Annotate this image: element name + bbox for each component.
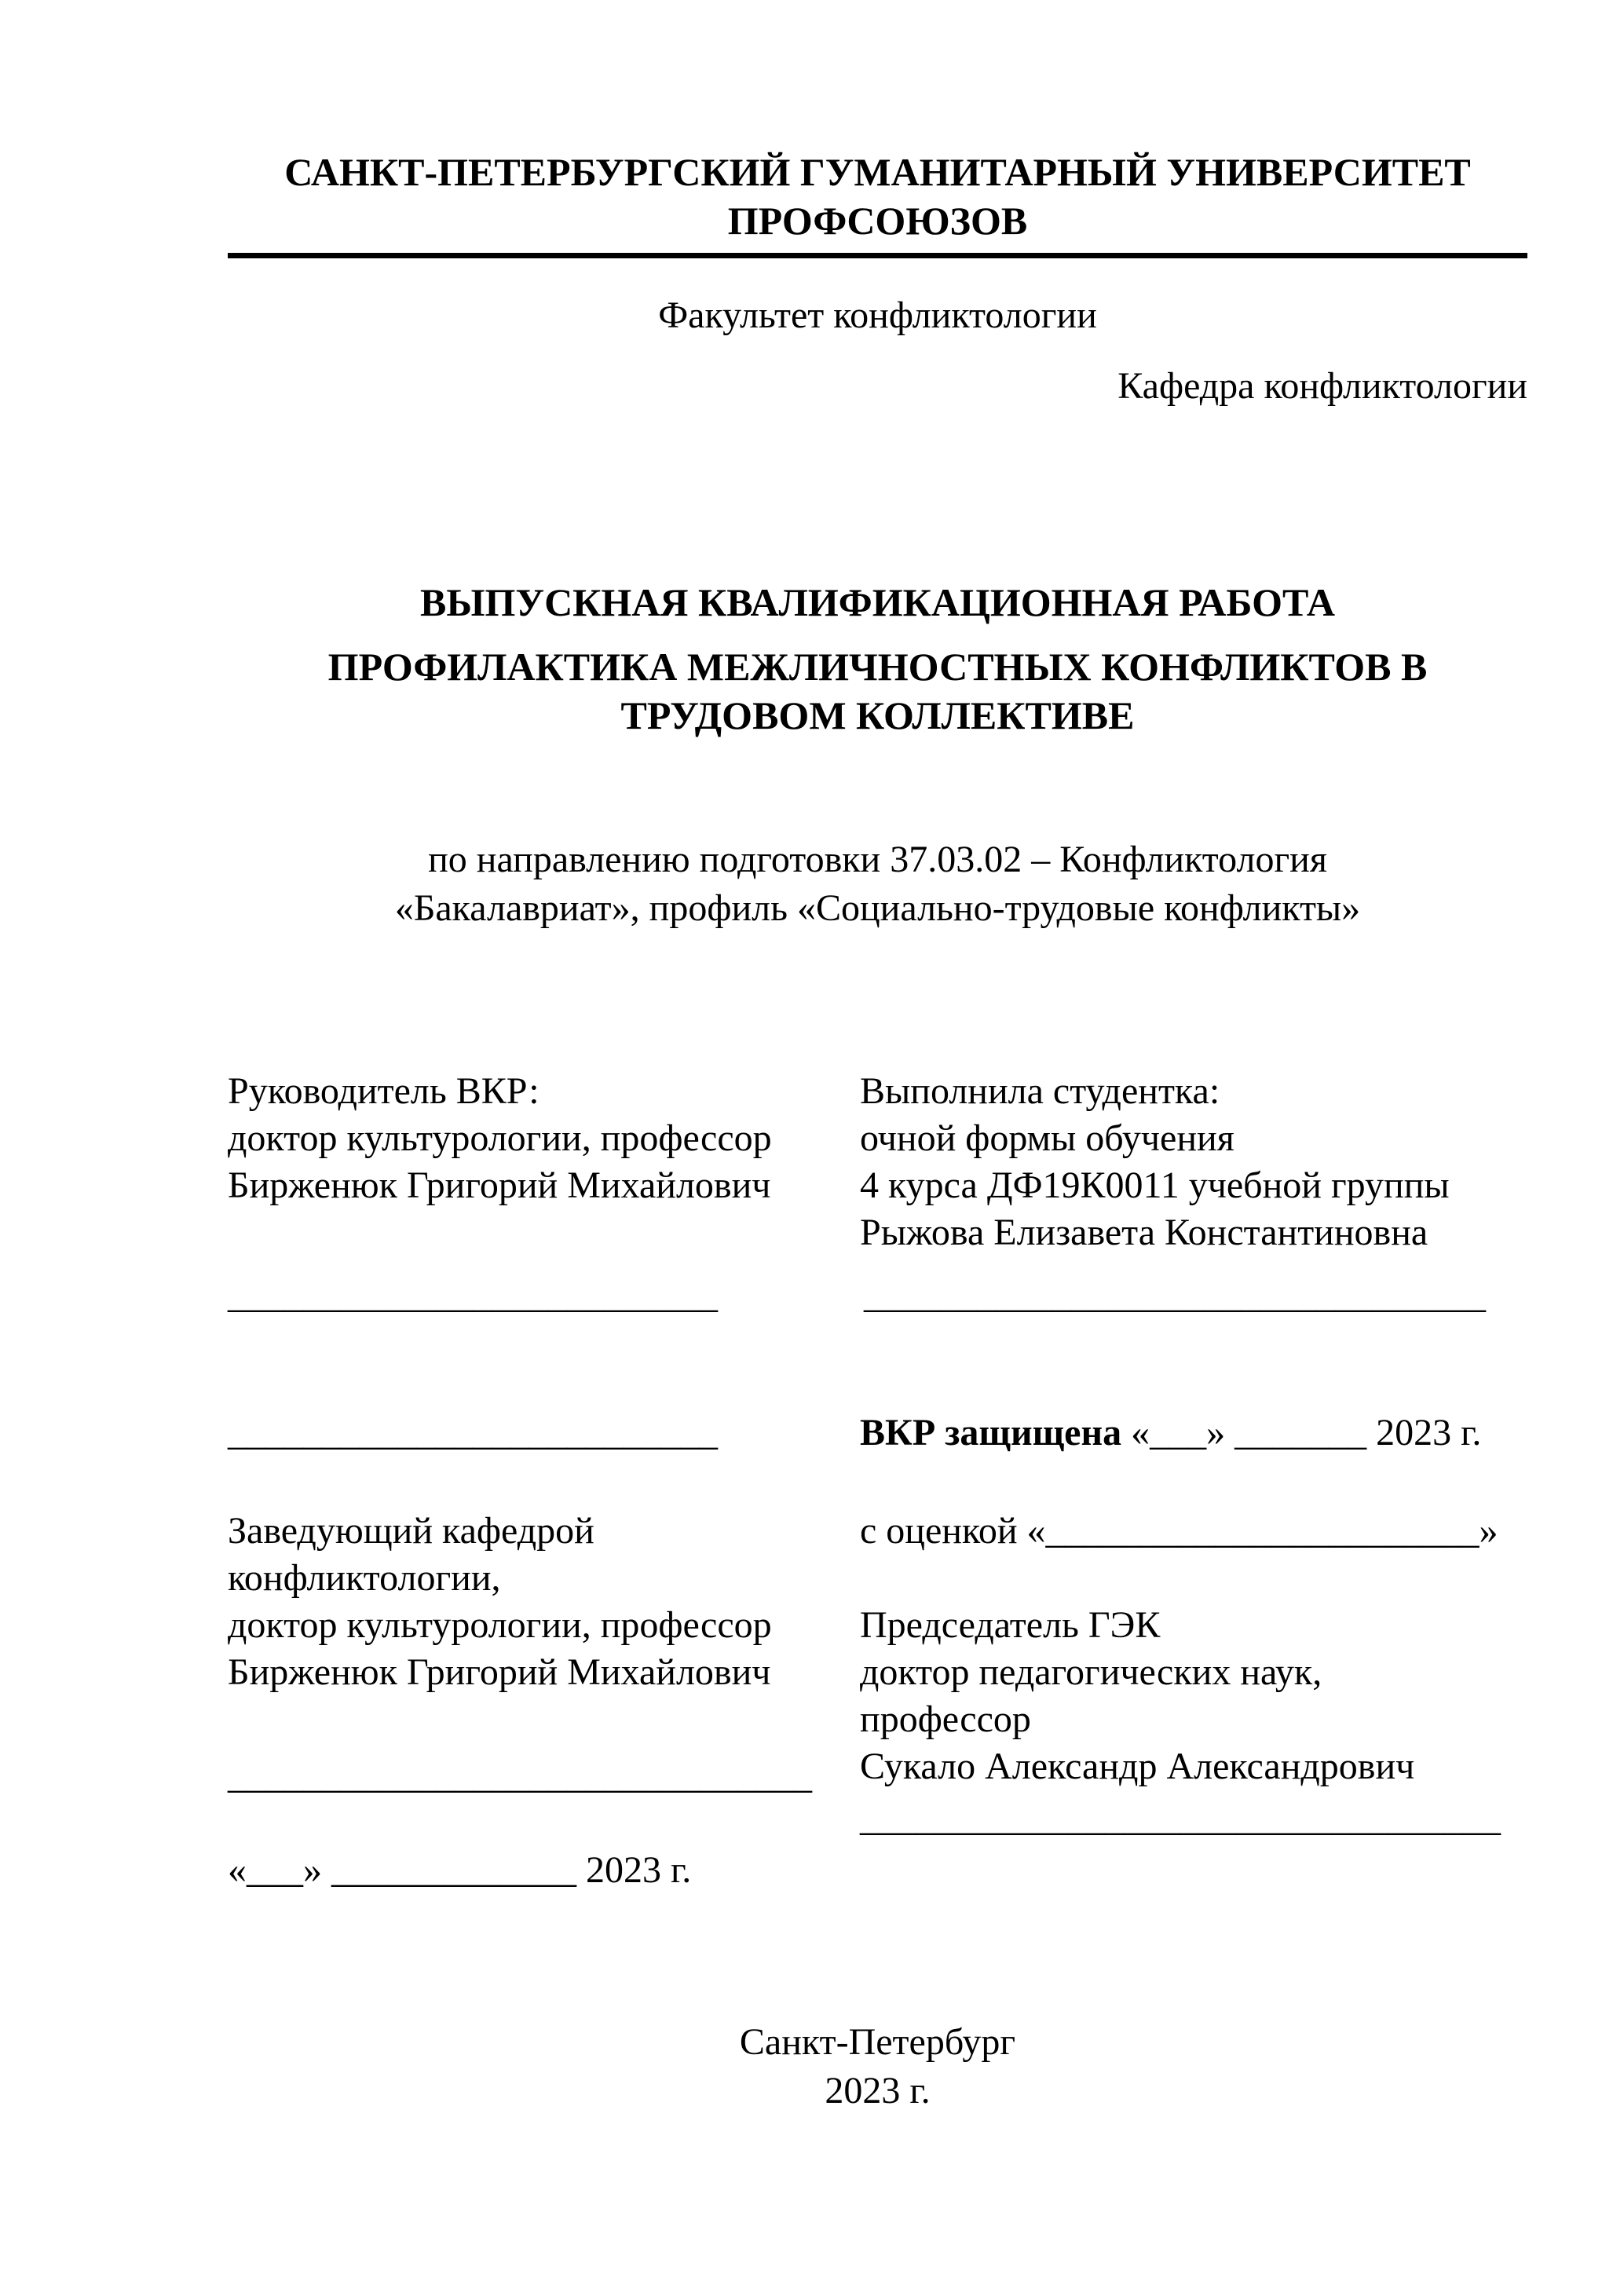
supervisor-label: Руководитель ВКР: <box>228 1070 540 1112</box>
university-name-line2: ПРОФСОЮЗОВ <box>727 199 1028 243</box>
department-name: Кафедра конфликтологии <box>1117 365 1527 407</box>
grade-line: с оценкой «_______________________» <box>860 1510 1498 1552</box>
student-form: очной формы обучения <box>860 1117 1234 1159</box>
defense-status-line <box>860 1409 1481 1457</box>
committee-chair-label: Председатель ГЭК <box>860 1604 1161 1646</box>
supervisor-name: Бирженюк Григорий Михайлович <box>228 1164 771 1206</box>
head-of-department-title-line1: Заведующий кафедрой <box>228 1510 594 1552</box>
work-type-heading: ВЫПУСКНАЯ КВАЛИФИКАЦИОННАЯ РАБОТА <box>420 580 1335 624</box>
student-group: 4 курса ДФ19К0011 учебной группы <box>860 1164 1450 1206</box>
supervisor-signature-line-2: __________________________ <box>228 1412 718 1453</box>
supervisor-degree: доктор культурологии, профессор <box>228 1117 772 1159</box>
university-name-line1: САНКТ-ПЕТЕРБУРГСКИЙ ГУМАНИТАРНЫЙ УНИВЕРСИТЕТ <box>284 150 1471 194</box>
defense-status-label: ВКР защищена <box>860 1412 1122 1453</box>
thesis-title-line1: ПРОФИЛАКТИКА МЕЖЛИЧНОСТНЫХ КОНФЛИКТОВ В <box>327 645 1428 689</box>
thesis-title-line2: ТРУДОВОМ КОЛЛЕКТИВЕ <box>620 693 1135 737</box>
footer-city: Санкт-Петербург <box>739 2021 1016 2063</box>
header-rule <box>228 253 1527 258</box>
program-direction <box>228 835 1527 933</box>
student-label: Выполнила студентка: <box>860 1070 1220 1112</box>
head-of-department-degree: доктор культурологии, профессор <box>228 1604 772 1646</box>
committee-chair-rank: профессор <box>860 1698 1031 1740</box>
faculty-name: Факультет конфликтологии <box>658 294 1097 336</box>
student-signature-line: _________________________________ <box>864 1274 1486 1316</box>
head-of-department-name: Бирженюк Григорий Михайлович <box>228 1651 771 1693</box>
head-of-department-signature-line: _______________________________ <box>228 1755 812 1797</box>
defense-status-rest: «___» _______ 2023 г. <box>1121 1412 1482 1453</box>
program-direction-line2: «Бакалавриат», профиль «Социально-трудовые конфликты» <box>394 887 1361 929</box>
student-name: Рыжова Елизавета Константиновна <box>860 1212 1428 1253</box>
university-header <box>228 148 1527 245</box>
committee-chair-degree: доктор педагогических наук, <box>860 1651 1322 1693</box>
committee-chair-name: Сукало Александр Александрович <box>860 1746 1415 1787</box>
thesis-title <box>228 642 1527 740</box>
head-of-department-date-line: «___» _____________ 2023 г. <box>228 1849 692 1891</box>
supervisor-signature-line-1: __________________________ <box>228 1274 718 1316</box>
committee-block <box>860 1508 1498 1790</box>
blank-line <box>860 1555 1498 1602</box>
supervisor-block <box>228 1068 772 1209</box>
committee-signature-line: __________________________________ <box>860 1797 1501 1839</box>
footer <box>228 2018 1527 2115</box>
program-direction-line1: по направлению подготовки 37.03.02 – Конфликтология <box>428 839 1327 880</box>
footer-year: 2023 г. <box>825 2070 931 2111</box>
student-block <box>860 1068 1450 1256</box>
head-of-department-block <box>228 1508 772 1696</box>
head-of-department-title-line2: конфликтологии, <box>228 1557 501 1599</box>
